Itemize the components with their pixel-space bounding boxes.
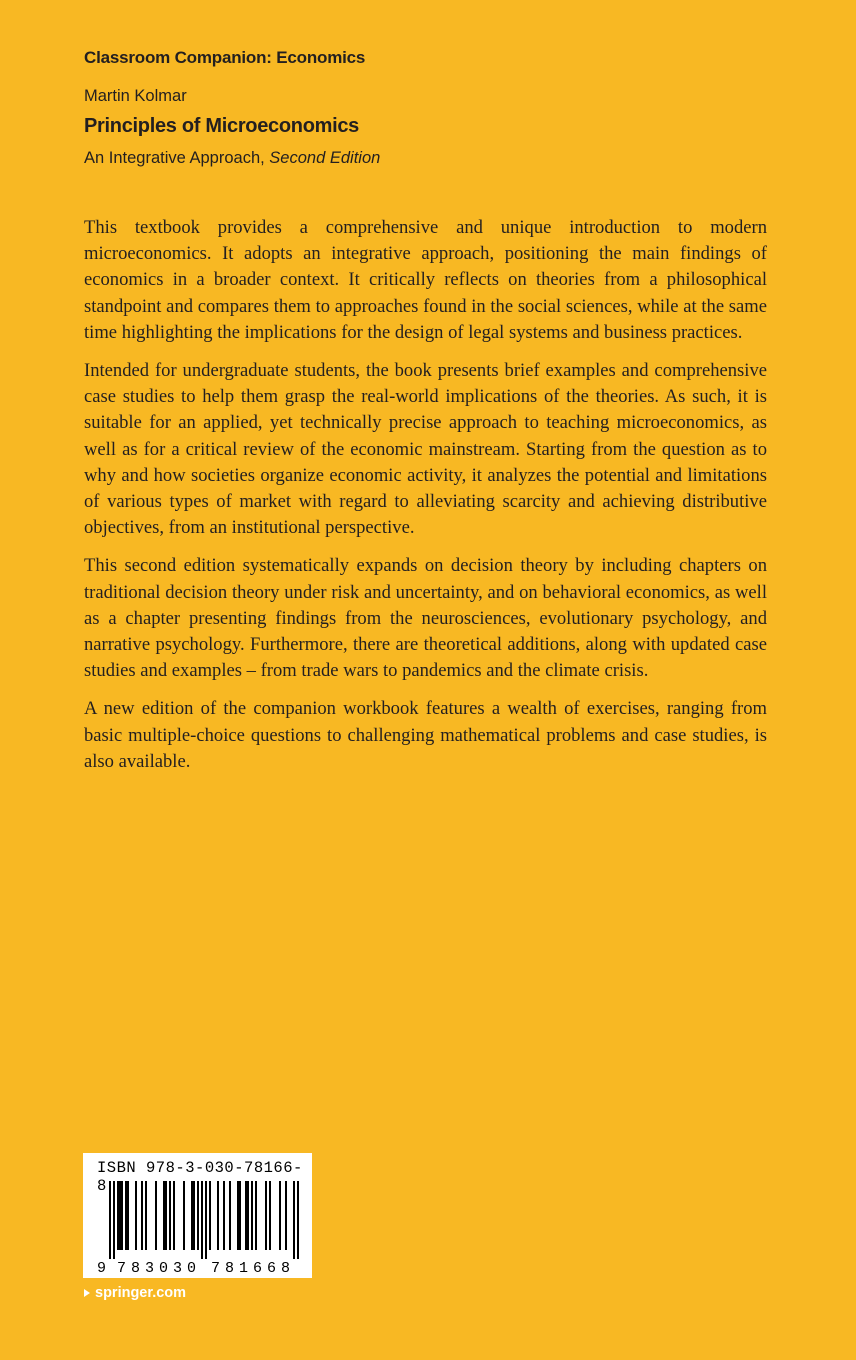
- barcode-digit: 8: [225, 1260, 235, 1277]
- barcode-bar: [251, 1181, 253, 1250]
- barcode-digit: 8: [281, 1260, 291, 1277]
- barcode-bar: [173, 1181, 175, 1250]
- barcode-bar: [293, 1181, 295, 1259]
- barcode-bar: [223, 1181, 225, 1250]
- barcode-bar: [117, 1181, 119, 1250]
- barcode-bar: [163, 1181, 165, 1250]
- barcode-digit: 1: [239, 1260, 249, 1277]
- barcode-bar: [193, 1181, 195, 1250]
- isbn-label: ISBN 978-3-030-78166-8: [97, 1159, 303, 1195]
- barcode-bar: [141, 1181, 143, 1250]
- barcode-bar: [113, 1181, 115, 1259]
- blurb: [84, 215, 767, 787]
- barcode-bar: [239, 1181, 241, 1250]
- barcode-bar: [269, 1181, 271, 1250]
- barcode-digit: 7: [211, 1260, 221, 1277]
- barcode-bar: [255, 1181, 257, 1250]
- barcode-bar: [209, 1181, 211, 1250]
- springer-link-text: springer.com: [95, 1285, 187, 1301]
- barcode-bar: [285, 1181, 287, 1250]
- barcode-digit: 0: [159, 1260, 169, 1277]
- blurb-paragraph: Intended for undergraduate students, the book presents brief examples and comprehensive case studies to help them grasp the real-world implications of the theories. As such, it is suitable for an applied, yet technically precise approach to teaching microeconomics, as well as for a critical review of the economic mainstream. Starting from the question as to why and how societies organize economic activity, it analyzes the potential and limitations of various types of market with regard to alleviating scarcity and achieving distributive objectives, from an institutional perspective.: [84, 360, 767, 539]
- book-title: Principles of Microeconomics: [84, 115, 360, 137]
- barcode-bar: [297, 1181, 299, 1259]
- barcode-digit: 8: [131, 1260, 141, 1277]
- barcode-digit: 0: [187, 1260, 197, 1277]
- blurb-paragraph: This textbook provides a comprehensive and unique introduction to modern microeconomics. It adopts an integrative approach, positioning the main findings of economics in a broader context. It critically reflects on theories from a philosophical standpoint and compares them to approaches found in the social sciences, while at the same time highlighting the implications for the design of legal systems and business practices.: [84, 217, 767, 343]
- barcode-bar: [191, 1181, 193, 1250]
- series-name: Classroom Companion: Economics: [84, 48, 366, 67]
- barcode-bar: [237, 1181, 239, 1250]
- barcode-bar: [125, 1181, 127, 1250]
- barcode-bar: [265, 1181, 267, 1250]
- barcode-bar: [127, 1181, 129, 1250]
- barcode-bar: [145, 1181, 147, 1250]
- blurb-paragraph: A new edition of the companion workbook features a wealth of exercises, ranging from basic multiple-choice questions to challenging mathematical problems and case studies, is also available.: [84, 698, 767, 772]
- barcode-bar: [119, 1181, 121, 1250]
- barcode-bar: [279, 1181, 281, 1250]
- barcode-bar: [205, 1181, 207, 1259]
- barcode-digit: 9: [97, 1260, 107, 1277]
- barcode-bar: [197, 1181, 199, 1250]
- subtitle-edition: Second Edition: [269, 149, 381, 167]
- barcode-bar: [109, 1181, 111, 1259]
- barcode-bar: [217, 1181, 219, 1250]
- barcode-digit: 6: [253, 1260, 263, 1277]
- barcode-bar: [183, 1181, 185, 1250]
- barcode-bar: [201, 1181, 203, 1259]
- barcode-bar: [155, 1181, 157, 1250]
- barcode-box: [83, 1153, 312, 1278]
- barcode-graphic: [83, 1153, 312, 1278]
- book-subtitle: [84, 149, 380, 168]
- barcode-bar: [247, 1181, 249, 1250]
- barcode-digit: 3: [173, 1260, 183, 1277]
- barcode-digit: 3: [145, 1260, 155, 1277]
- triangle-right-icon: [84, 1289, 90, 1297]
- subtitle-main: An Integrative Approach,: [84, 149, 265, 167]
- barcode-bar: [169, 1181, 171, 1250]
- barcode-digit: 7: [117, 1260, 127, 1277]
- barcode-bar: [229, 1181, 231, 1250]
- blurb-paragraph: This second edition systematically expands on decision theory by including chapters on traditional decision theory under risk and uncertainty, and on behavioral economics, as well as a chapter presenting findings from the neurosciences, evolutionary psychology, and narrative psychology. Furthermore, there are theoretical additions, along with updated case studies and examples – from trade wars to pandemics and the climate crisis.: [84, 555, 767, 682]
- barcode-bar: [245, 1181, 247, 1250]
- author-name: Martin Kolmar: [84, 87, 187, 105]
- springer-link[interactable]: [84, 1285, 186, 1301]
- barcode-digit: 6: [267, 1260, 277, 1277]
- barcode-bar: [165, 1181, 167, 1250]
- barcode-bar: [135, 1181, 137, 1250]
- barcode-bar: [121, 1181, 123, 1250]
